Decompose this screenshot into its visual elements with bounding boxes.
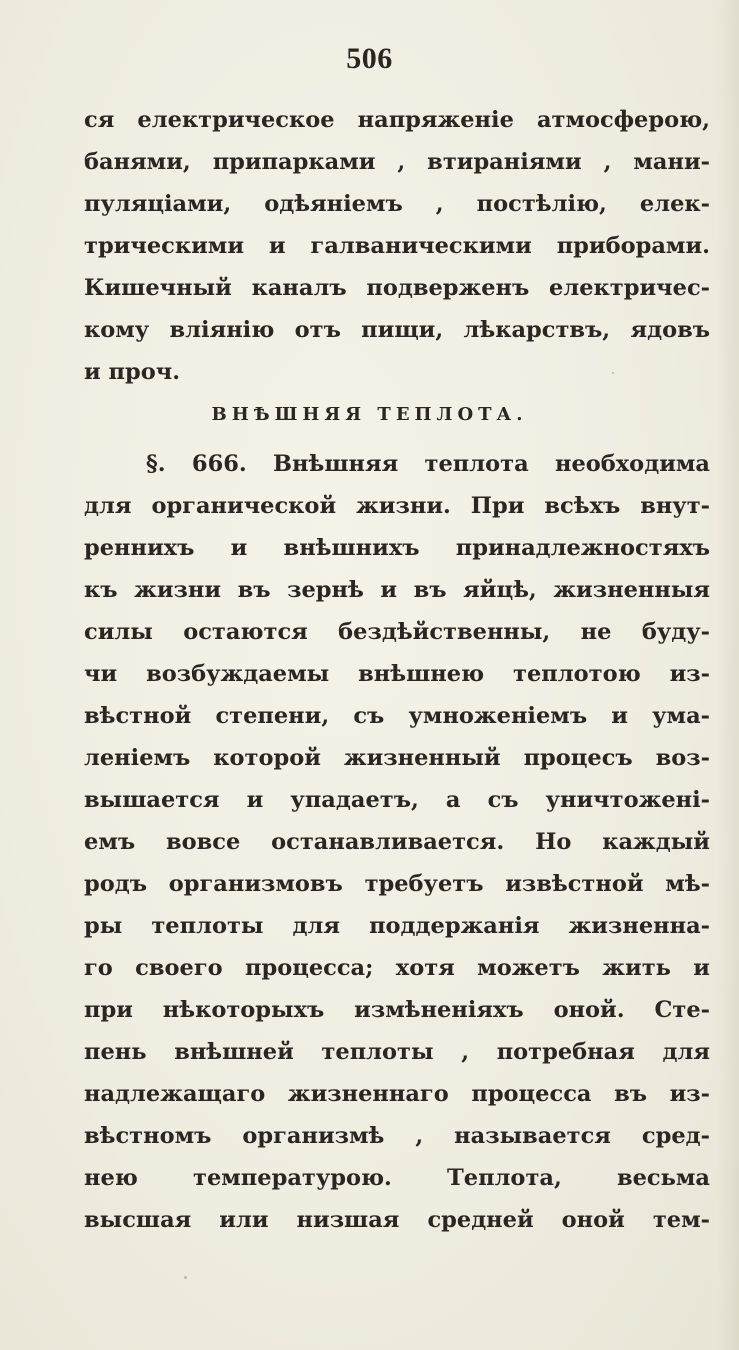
text-line: ся електрическое напряженіе атмосферою, [84, 107, 710, 133]
text-line: кому вліянію отъ пищи, лѣкарствъ, ядовъ [84, 317, 710, 343]
text-line: вѣстной степени, съ умноженіемъ и ума- [84, 703, 710, 729]
text-line: къ жизни въ зернѣ и въ яйцѣ, жизненныя [84, 577, 710, 603]
text-line: Кишечный каналъ подверженъ електричес- [84, 275, 710, 301]
text-line: леніемъ которой жизненный процесъ воз- [84, 745, 710, 771]
text-line: надлежащаго жизненнаго процесса въ из- [84, 1081, 710, 1107]
text-line: реннихъ и внѣшнихъ принадлежностяхъ [84, 535, 710, 561]
text-line: емъ вовсе останавливается. Но каждый [84, 829, 710, 855]
section-heading: ВНѢШНЯЯ ТЕПЛОТА. [211, 404, 528, 425]
text-line: го своего процесса; хотя можетъ жить и [84, 955, 710, 981]
paper-speck [612, 372, 614, 374]
paper-speck [184, 1276, 187, 1279]
text-line: нею температурою. Теплота, весьма [84, 1165, 710, 1191]
text-line: высшая или низшая средней оной тем- [84, 1207, 710, 1233]
text-line: и проч. [84, 359, 181, 385]
text-line: §. 666. Внѣшняя теплота необходима [146, 451, 710, 477]
text-line: пуляціами, одѣяніемъ , постѣлію, елек- [84, 191, 710, 217]
text-line: чи возбуждаемы внѣшнею теплотою из- [84, 661, 710, 687]
text-line: банями, припарками , втираніями , мани- [84, 149, 710, 175]
text-line: силы остаются бездѣйственны, не буду- [84, 619, 710, 645]
text-line: вышается и упадаетъ, а съ уничтожені- [84, 787, 710, 813]
text-line: родъ организмовъ требуетъ извѣстной мѣ- [84, 871, 710, 897]
page-number: 506 [346, 42, 393, 75]
text-line: для органической жизни. При всѣхъ внут- [84, 493, 710, 519]
text-line: вѣстномъ организмѣ , называется сред- [84, 1123, 710, 1149]
text-line: трическими и галваническими приборами. [84, 233, 710, 259]
text-line: пень внѣшней теплоты , потребная для [84, 1039, 710, 1065]
page-binding-shadow [717, 0, 739, 1350]
text-line: ры теплоты для поддержанія жизненна- [84, 913, 710, 939]
text-line: при нѣкоторыхъ измѣненіяхъ оной. Сте- [84, 997, 710, 1023]
